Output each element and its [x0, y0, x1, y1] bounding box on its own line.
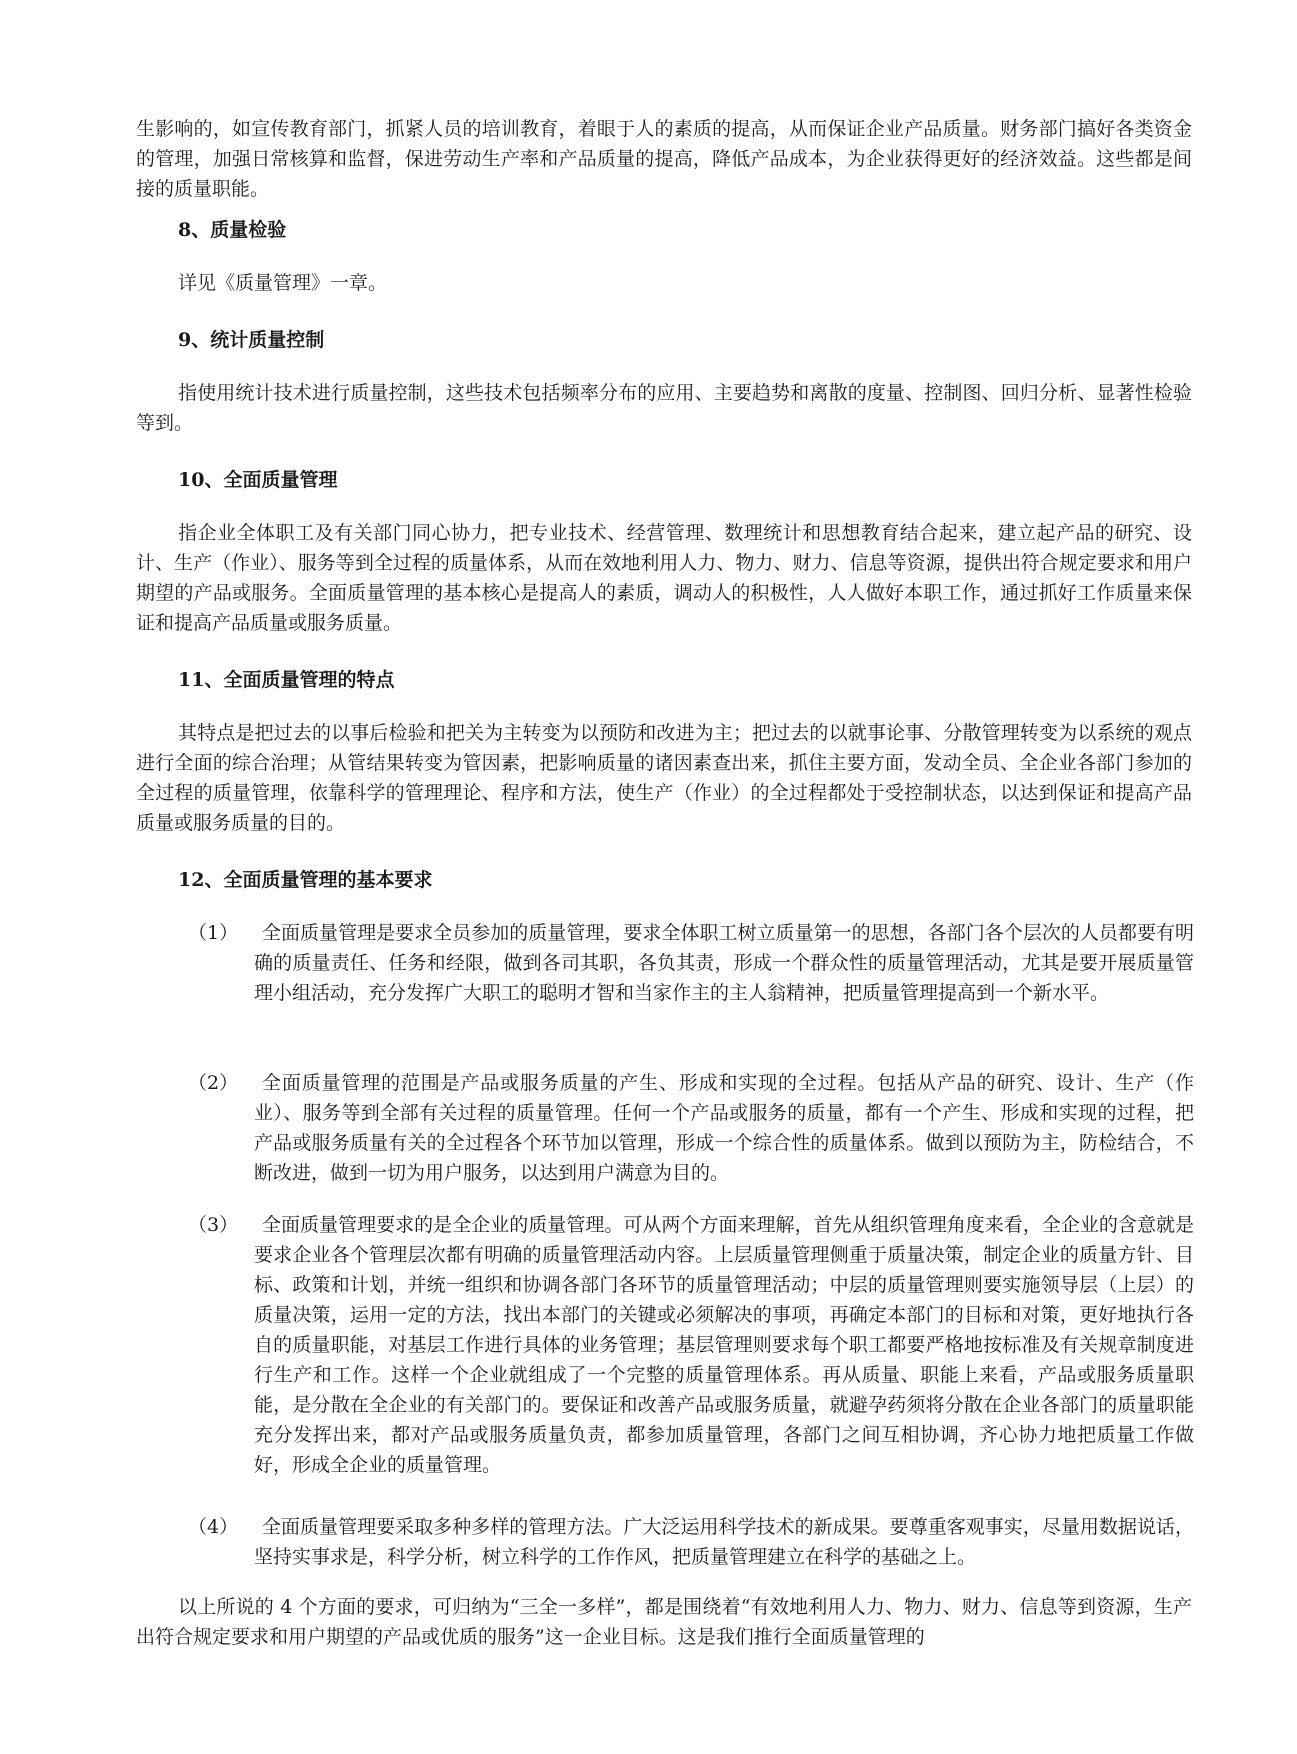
section-11-heading: 11、全面质量管理的特点 [178, 669, 395, 691]
requirement-2-text: 全面质量管理的范围是产品或服务质量的产生、形成和实现的全过程。包括从产品的研究、设计、生产（作业）、服务等到全部有关过程的质量管理。任何一个产品或服务的质量，都有一个产生、形成和实现的过程，把产品或服务质量有关的全过程各个环节加以管理，形成一个综合性的质量体系。做到以预防为主，防检结合，不断改进，做到一切为用户服务，以达到用户满意为目的。 [254, 1072, 1194, 1184]
section-9-body: 指使用统计技术进行质量控制，这些技术包括频率分布的应用、主要趋势和离散的度量、控制图、回归分析、显著性检验等到。 [136, 382, 1192, 434]
section-10-body: 指企业全体职工及有关部门同心协力，把专业技术、经营管理、数理统计和思想教育结合起来，建立起产品的研究、设计、生产（作业）、服务等到全过程的质量体系，从而在效地利用人力、物力、财力、信息等资源，提供出符合规定要求和用户期望的产品或服务。全面质量管理的基本核心是提高人的素质，调动人的积极性，人人做好本职工作，通过抓好工作质量来保证和提高产品质量或服务质量。 [136, 522, 1192, 634]
section-9-heading: 9、统计质量控制 [178, 329, 325, 351]
section-8-body: 详见《质量管理》一章。 [178, 272, 388, 294]
requirement-3-text: 全面质量管理要求的是全企业的质量管理。可从两个方面来理解，首先从组织管理角度来看，全企业的含意就是要求企业各个管理层次都有明确的质量管理活动内容。上层质量管理侧重于质量决策，制定企业的质量方针、目标、政策和计划，并统一组织和协调各部门各环节的质量管理活动；中层的质量管理则要实施领导层（上层）的质量决策，运用一定的方法，找出本部门的关键或必须解决的事项，再确定本部门的目标和对策，更好地执行各自的质量职能，对基层工作进行具体的业务管理；基层管理则要求每个职工都要严格地按标准及有关规章制度进行生产和工作。这样一个企业就组成了一个完整的质量管理体系。再从质量、职能上来看，产品或服务质量职能，是分散在全企业的有关部门的。要保证和改善产品或服务质量，就避孕药须将分散在企业各部门的质量职能充分发挥出来，都对产品或服务质量负责，都参加质量管理，各部门之间互相协调，齐心协力地把质量工作做好，形成全企业的质量管理。 [254, 1214, 1194, 1476]
requirement-4-text: 全面质量管理要采取多种多样的管理方法。广大泛运用科学技术的新成果。要尊重客观事实，尽量用数据说话，坚持实事求是，科学分析，树立科学的工作作风，把质量管理建立在科学的基础之上。 [254, 1516, 1194, 1568]
section-11-body: 其特点是把过去的以事后检验和把关为主转变为以预防和改进为主；把过去的以就事论事、分散管理转变为以系统的观点进行全面的综合治理；从管结果转变为管因素，把影响质量的诸因素查出来，抓住主要方面，发动全员、全企业各部门参加的全过程的质量管理，依靠科学的管理理论、程序和方法，使生产（作业）的全过程都处于受控制状态，以达到保证和提高产品质量或服务质量的目的。 [136, 722, 1192, 834]
closing-paragraph: 以上所说的 4 个方面的要求，可归纳为“三全一多样”，都是围绕着“有效地利用人力、物力、财力、信息等到资源，生产出符合规定要求和用户期望的产品或优质的服务”这一企业目标。这是我们推行全面质量管理的 [136, 1596, 1192, 1648]
intro-paragraph: 生影响的，如宣传教育部门，抓紧人员的培训教育，着眼于人的素质的提高，从而保证企业产品质量。财务部门搞好各类资金的管理，加强日常核算和监督，保进劳动生产率和产品质量的提高，降低产品成本，为企业获得更好的经济效益。这些都是间接的质量职能。 [136, 118, 1192, 200]
requirement-1-text: 全面质量管理是要求全员参加的质量管理，要求全体职工树立质量第一的思想，各部门各个层次的人员都要有明确的质量责任、任务和经限，做到各司其职，各负其责，形成一个群众性的质量管理活动，尤其是要开展质量管理小组活动，充分发挥广大职工的聪明才智和当家作主的主人翁精神，把质量管理提高到一个新水平。 [254, 922, 1194, 1004]
requirement-2-number: （2） [188, 1072, 239, 1094]
section-10-heading: 10、全面质量管理 [178, 469, 338, 491]
requirement-1-number: （1） [188, 922, 239, 944]
section-8-heading: 8、质量检验 [178, 219, 287, 241]
section-12-heading: 12、全面质量管理的基本要求 [178, 869, 433, 891]
requirement-3-number: （3） [188, 1214, 239, 1236]
requirement-4-number: （4） [188, 1516, 239, 1538]
